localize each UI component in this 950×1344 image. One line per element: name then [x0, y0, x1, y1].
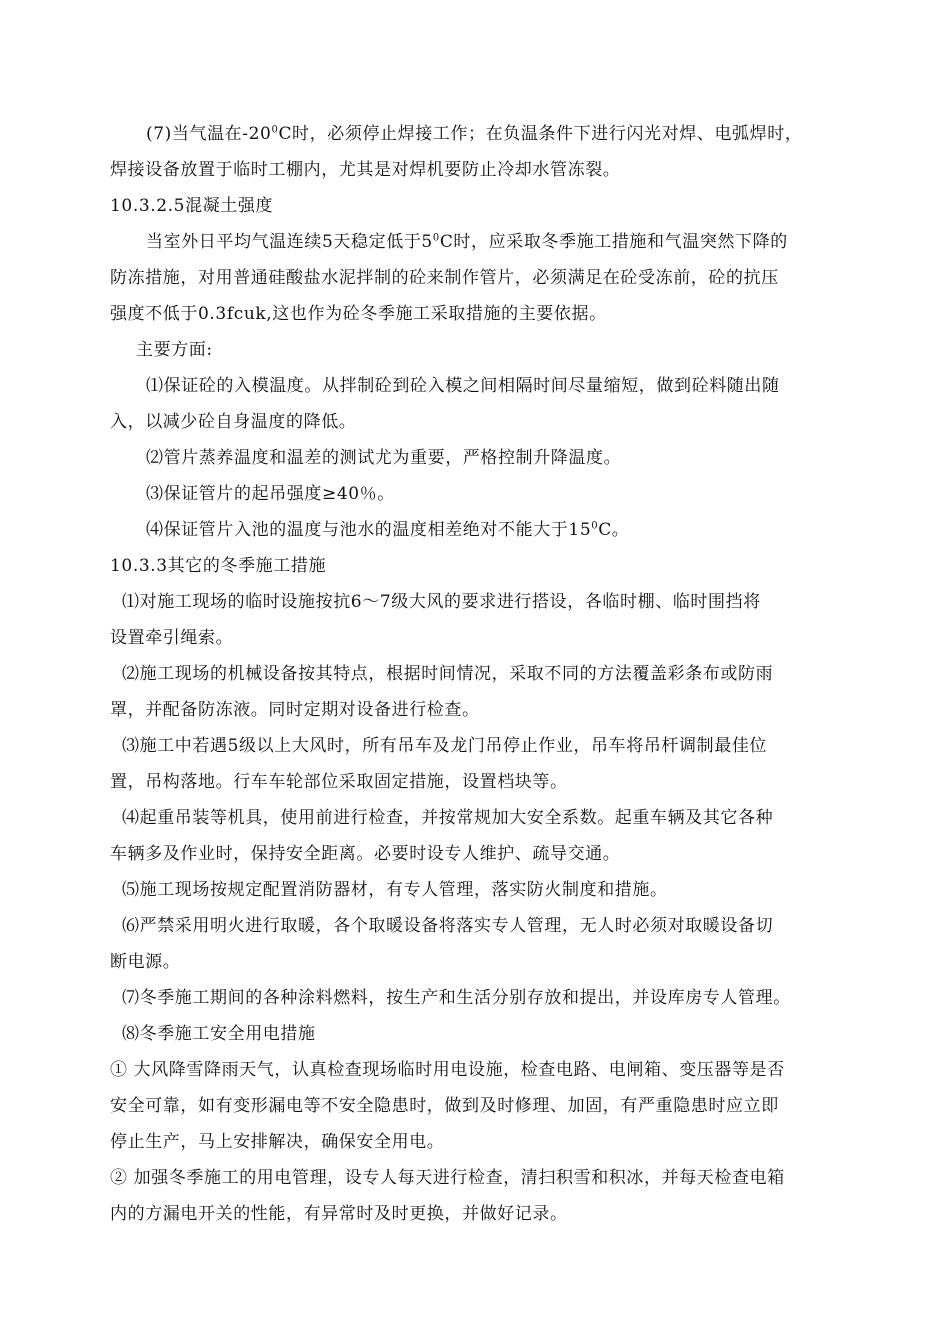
- measure-8: ⑻冬季施工安全用电措施: [122, 1024, 316, 1044]
- electric-item-2-line-2: 内的方漏电开关的性能，有异常时及时更换，并做好记录。: [110, 1204, 568, 1224]
- superscript-degree: 0: [432, 232, 440, 244]
- paragraph-welding-line-2: 焊接设备放置于临时工棚内，尤其是对焊机要防止冷却水管冻裂。: [110, 160, 621, 180]
- paragraph-concrete-line-2: 防冻措施，对用普通硅酸盐水泥拌制的砼来制作管片，必须满足在砼受冻前，砼的抗压: [110, 268, 779, 288]
- aspect-1-line-1: ⑴保证砼的入模温度。从拌制砼到砼入模之间相隔时间尽量缩短，做到砼料随出随: [146, 376, 780, 396]
- aspect-1-line-2: 入，以减少砼自身温度的降低。: [110, 412, 357, 432]
- superscript-degree: 0: [591, 520, 599, 532]
- section-heading-concrete-strength: 10.3.2.5混凝土强度: [110, 196, 274, 216]
- measure-4-line-2: 车辆多及作业时，保持安全距离。必要时设专人维护、疏导交通。: [110, 844, 621, 864]
- measure-2-line-1: ⑵施工现场的机械设备按其特点，根据时间情况，采取不同的方法覆盖彩条布或防雨: [122, 664, 774, 684]
- aspect-4: ⑷保证管片入池的温度与池水的温度相差绝对不能大于$15^0C$。: [146, 520, 630, 540]
- paragraph-welding-line-1: (7)当气温在$-20^0C$时，必须停止焊接工作；在负温条件下进行闪光对焊、电弧焊时，: [146, 124, 803, 144]
- section-heading-other-winter-measures: 10.3.3其它的冬季施工措施: [110, 556, 327, 576]
- electric-item-2-line-1: ② 加强冬季施工的用电管理，设专人每天进行检查，清扫积雪和积冰，并每天检查电箱: [110, 1168, 785, 1188]
- paragraph-concrete-line-3: 强度不低于0.3fcuk,这也作为砼冬季施工采取措施的主要依据。: [110, 304, 607, 324]
- measure-4-line-1: ⑷起重吊装等机具，使用前进行检查，并按常规加大安全系数。起重车辆及其它各种: [122, 808, 774, 828]
- measure-1-line-2: 设置牵引绳索。: [110, 628, 234, 648]
- electric-item-1-line-3: 停止生产，马上安排解决，确保安全用电。: [110, 1132, 445, 1152]
- main-aspects-label: 主要方面:: [136, 340, 213, 360]
- measure-6-line-2: 断电源。: [110, 952, 181, 972]
- measure-6-line-1: ⑹严禁采用明火进行取暖，各个取暖设备将落实专人管理，无人时必须对取暖设备切: [122, 916, 774, 936]
- electric-item-1-line-1: ① 大风降雪降雨天气，认真检查现场临时用电设施，检查电路、电闸箱、变压器等是否: [110, 1060, 785, 1080]
- electric-item-1-line-2: 安全可靠，如有变形漏电等不安全隐患时，做到及时修理、加固，有严重隐患时应立即: [110, 1096, 779, 1116]
- superscript-degree: 0: [271, 124, 279, 136]
- aspect-3: ⑶保证管片的起吊强度≥40％。: [146, 484, 395, 504]
- aspect-2: ⑵管片蒸养温度和温差的测试尤为重要，严格控制升降温度。: [146, 448, 622, 468]
- measure-7: ⑺冬季施工期间的各种涂料燃料，按生产和生活分别存放和提出，并设库房专人管理。: [122, 988, 791, 1008]
- measure-1-line-1: ⑴对施工现场的临时设施按抗6～7级大风的要求进行搭设，各临时棚、临时围挡将: [122, 592, 761, 612]
- measure-3-line-1: ⑶施工中若遇5级以上大风时，所有吊车及龙门吊停止作业，吊车将吊杆调制最佳位: [122, 736, 768, 756]
- measure-3-line-2: 置，吊构落地。行车车轮部位采取固定措施，设置档块等。: [110, 772, 568, 792]
- measure-2-line-2: 罩，并配备防冻液。同时定期对设备进行检查。: [110, 700, 480, 720]
- paragraph-concrete-line-1: 当室外日平均气温连续5天稳定低于$5^0C$时，应采取冬季施工措施和气温突然下降的: [146, 232, 788, 252]
- document-body: [110, 116, 858, 1232]
- measure-5: ⑸施工现场按规定配置消防器材，有专人管理，落实防火制度和措施。: [122, 880, 668, 900]
